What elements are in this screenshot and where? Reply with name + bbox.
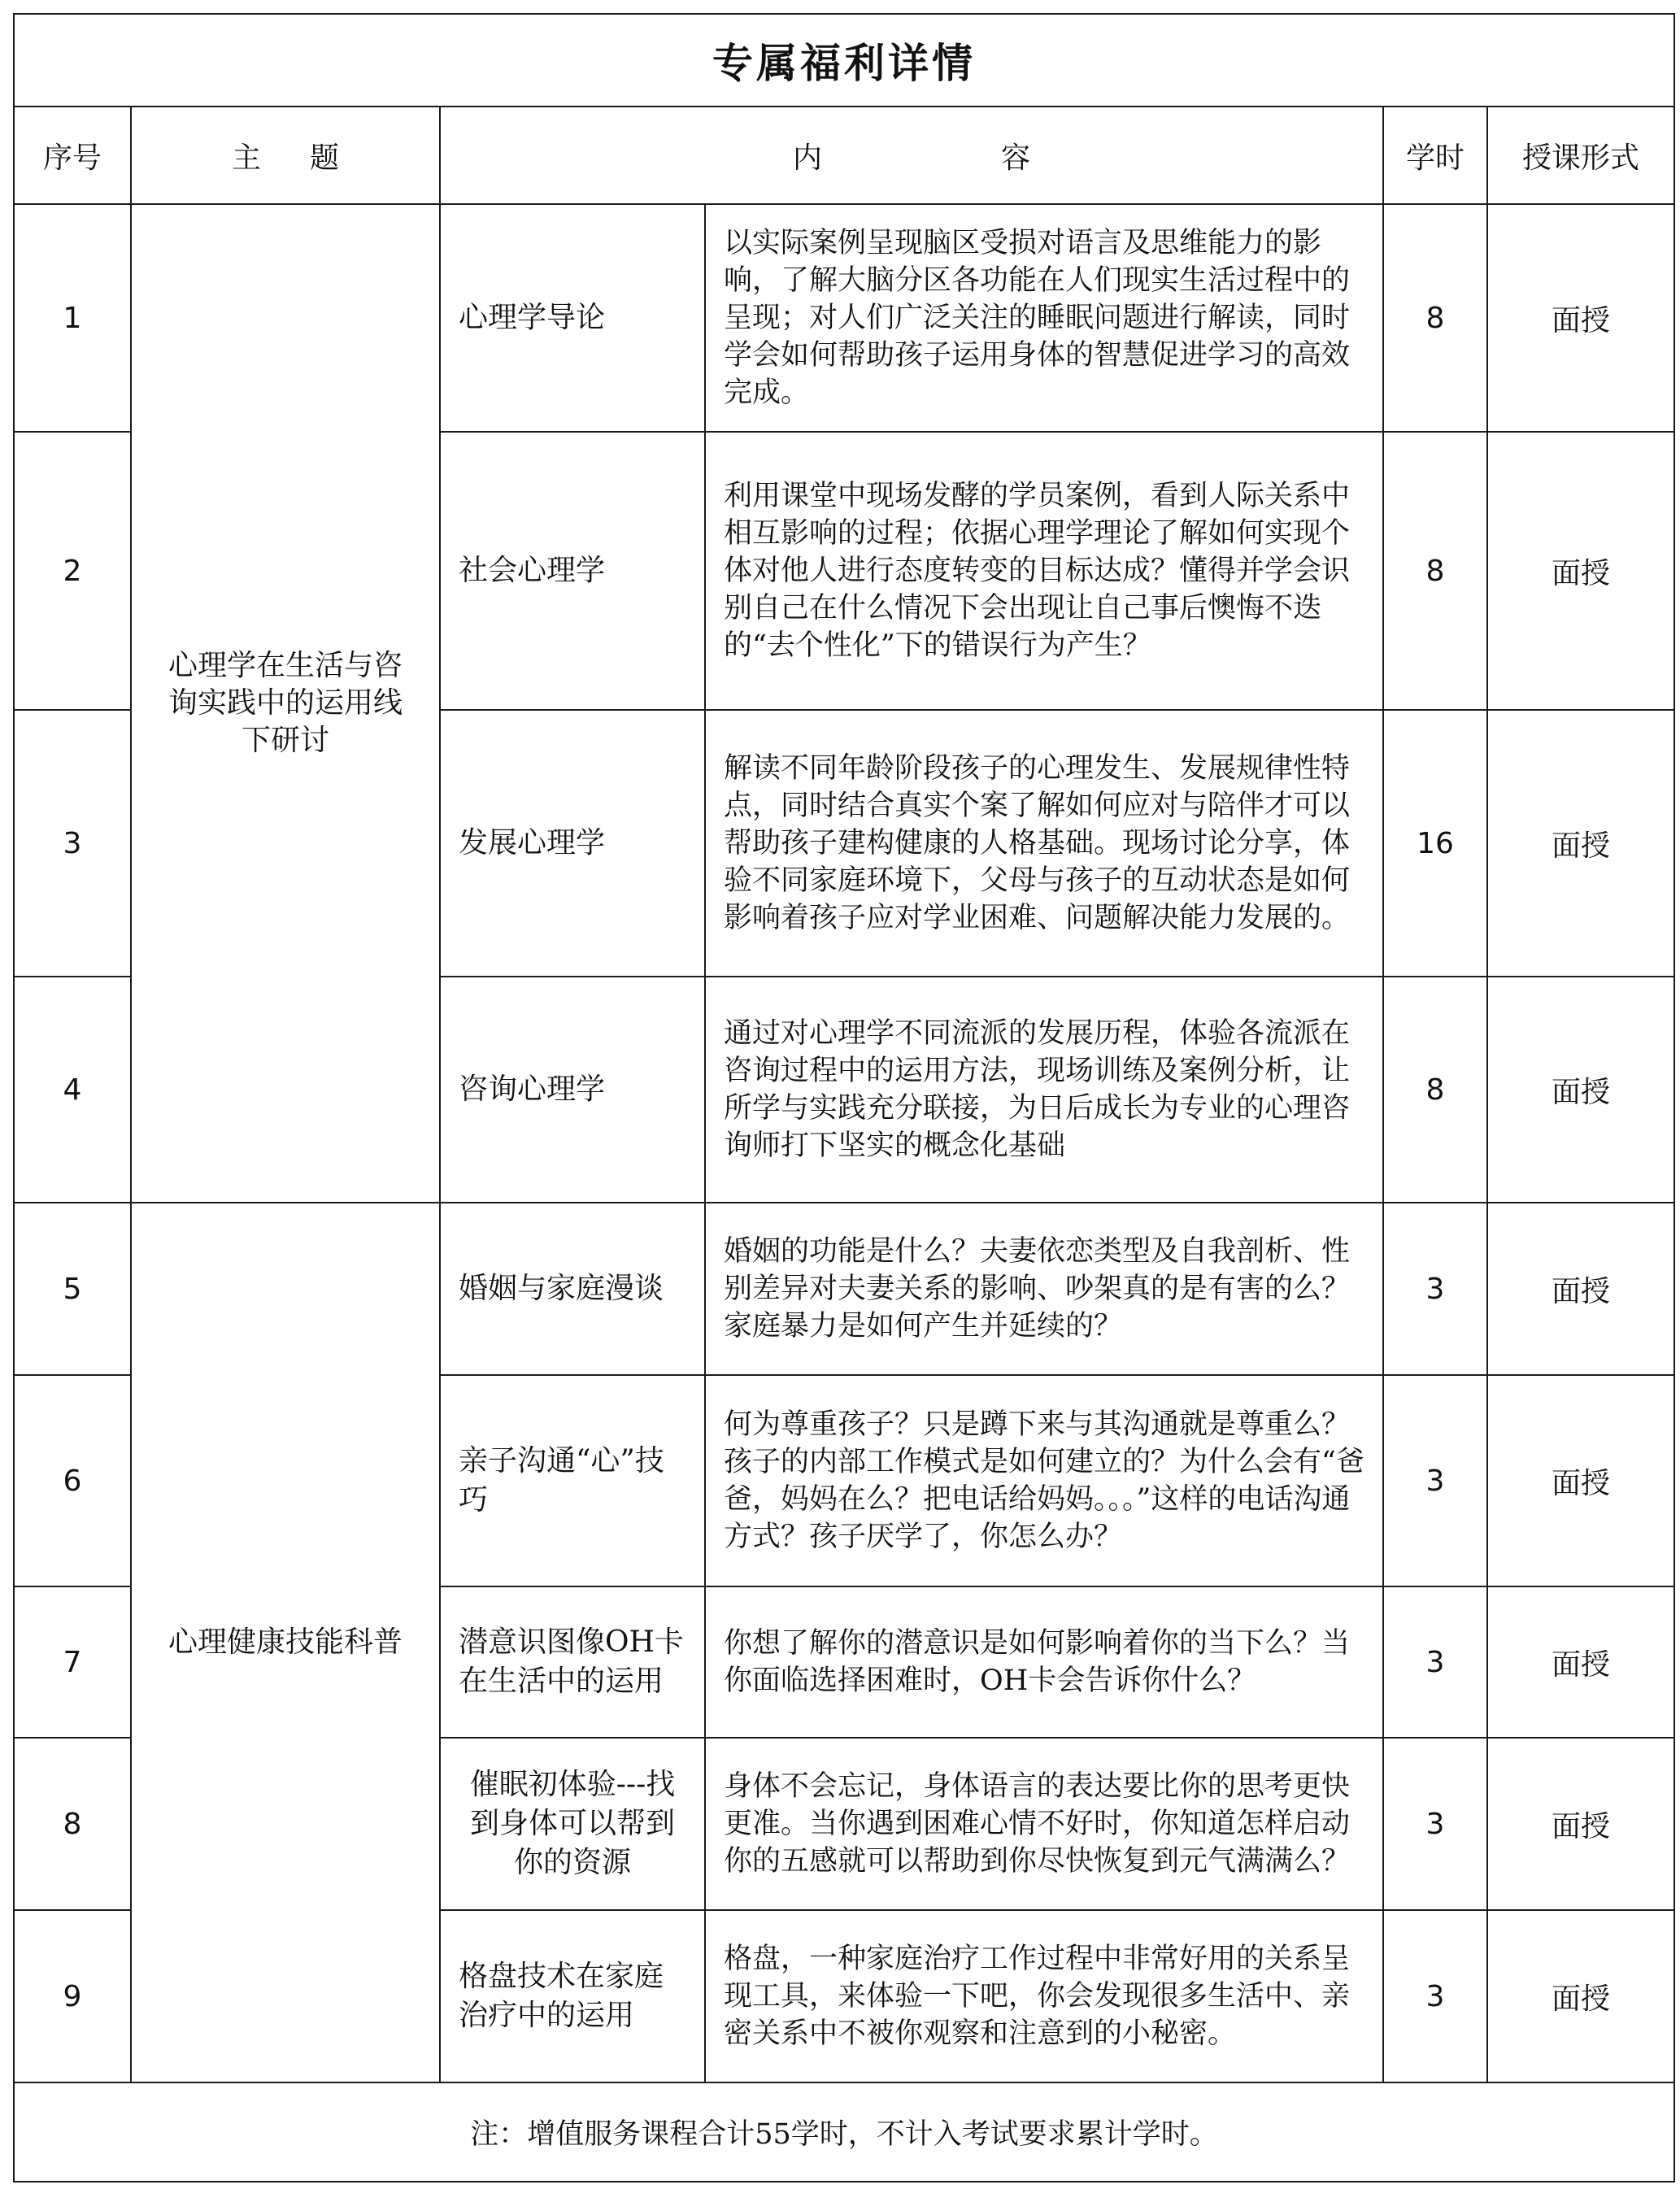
row-subtopic: 咨询心理学: [440, 977, 705, 1203]
row-mode: 面授: [1487, 1203, 1674, 1375]
welfare-details-table: [13, 13, 1675, 2182]
row-content: 何为尊重孩子？只是蹲下来与其沟通就是尊重么？孩子的内部工作模式是如何建立的？为什么会有“爸爸，妈妈在么？把电话给妈妈。。。”这样的电话沟通方式？孩子厌学了，你怎么办？: [705, 1375, 1383, 1586]
row-mode: 面授: [1487, 710, 1674, 977]
row-subtopic: 发展心理学: [440, 710, 705, 977]
row-mode: 面授: [1487, 1910, 1674, 2082]
row-hours: 3: [1383, 1203, 1487, 1375]
row-index: 3: [14, 710, 131, 977]
theme-group-offline-seminar: 心理学在生活与咨询实践中的运用线下研讨: [131, 204, 440, 1203]
row-subtopic: 催眠初体验---找到身体可以帮到你的资源: [440, 1738, 705, 1910]
row-hours: 3: [1383, 1375, 1487, 1586]
row-index: 6: [14, 1375, 131, 1586]
table-row: [14, 1203, 1674, 1375]
row-hours: 8: [1383, 432, 1487, 710]
row-hours: 3: [1383, 1586, 1487, 1738]
row-hours: 3: [1383, 1910, 1487, 2082]
row-content: 解读不同年龄阶段孩子的心理发生、发展规律性特点，同时结合真实个案了解如何应对与陪伴才可以帮助孩子建构健康的人格基础。现场讨论分享，体验不同家庭环境下，父母与孩子的互动状态是如何影响着孩子应对学业困难、问题解决能力发展的。: [705, 710, 1383, 977]
row-index: 8: [14, 1738, 131, 1910]
row-content: 通过对心理学不同流派的发展历程，体验各流派在咨询过程中的运用方法，现场训练及案例分析，让所学与实践充分联接，为日后成长为专业的心理咨询师打下坚实的概念化基础: [705, 977, 1383, 1203]
row-mode: 面授: [1487, 977, 1674, 1203]
row-content: 利用课堂中现场发酵的学员案例，看到人际关系中相互影响的过程；依据心理学理论了解如何实现个体对他人进行态度转变的目标达成？懂得并学会识别自己在什么情况下会出现让自己事后懊悔不迭的“去个性化”下的错误行为产生？: [705, 432, 1383, 710]
theme-group-skills-popularization: 心理健康技能科普: [131, 1203, 440, 2082]
table-title: 专属福利详情: [14, 14, 1674, 107]
row-hours: 16: [1383, 710, 1487, 977]
row-hours: 3: [1383, 1738, 1487, 1910]
row-index: 5: [14, 1203, 131, 1375]
header-hours: 学时: [1383, 107, 1487, 204]
row-mode: 面授: [1487, 1738, 1674, 1910]
header-index: 序号: [14, 107, 131, 204]
row-content: 你想了解你的潜意识是如何影响着你的当下么？当你面临选择困难时，OH卡会告诉你什么？: [705, 1586, 1383, 1738]
row-subtopic: 婚姻与家庭漫谈: [440, 1203, 705, 1375]
row-mode: 面授: [1487, 204, 1674, 432]
row-index: 1: [14, 204, 131, 432]
header-content: 内容: [440, 107, 1383, 204]
footnote: 注：增值服务课程合计55学时，不计入考试要求累计学时。: [14, 2082, 1674, 2182]
header-mode: 授课形式: [1487, 107, 1674, 204]
row-index: 2: [14, 432, 131, 710]
row-subtopic: 格盘技术在家庭治疗中的运用: [440, 1910, 705, 2082]
row-hours: 8: [1383, 977, 1487, 1203]
row-index: 7: [14, 1586, 131, 1738]
row-subtopic: 心理学导论: [440, 204, 705, 432]
row-hours: 8: [1383, 204, 1487, 432]
header-theme: 主题: [131, 107, 440, 204]
table-row: [14, 204, 1674, 432]
row-content: 格盘，一种家庭治疗工作过程中非常好用的关系呈现工具，来体验一下吧，你会发现很多生活中、亲密关系中不被你观察和注意到的小秘密。: [705, 1910, 1383, 2082]
row-content: 以实际案例呈现脑区受损对语言及思维能力的影响，了解大脑分区各功能在人们现实生活过程中的呈现；对人们广泛关注的睡眠问题进行解读，同时学会如何帮助孩子运用身体的智慧促进学习的高效完成。: [705, 204, 1383, 432]
row-subtopic: 潜意识图像OH卡在生活中的运用: [440, 1586, 705, 1738]
row-mode: 面授: [1487, 432, 1674, 710]
row-index: 9: [14, 1910, 131, 2082]
row-index: 4: [14, 977, 131, 1203]
row-subtopic: 社会心理学: [440, 432, 705, 710]
row-content: 身体不会忘记，身体语言的表达要比你的思考更快更准。当你遇到困难心情不好时，你知道怎样启动你的五感就可以帮助到你尽快恢复到元气满满么？: [705, 1738, 1383, 1910]
row-mode: 面授: [1487, 1375, 1674, 1586]
row-mode: 面授: [1487, 1586, 1674, 1738]
header-row: [14, 107, 1674, 204]
row-subtopic: 亲子沟通“心”技巧: [440, 1375, 705, 1586]
row-content: 婚姻的功能是什么？夫妻依恋类型及自我剖析、性别差异对夫妻关系的影响、吵架真的是有害的么？家庭暴力是如何产生并延续的？: [705, 1203, 1383, 1375]
